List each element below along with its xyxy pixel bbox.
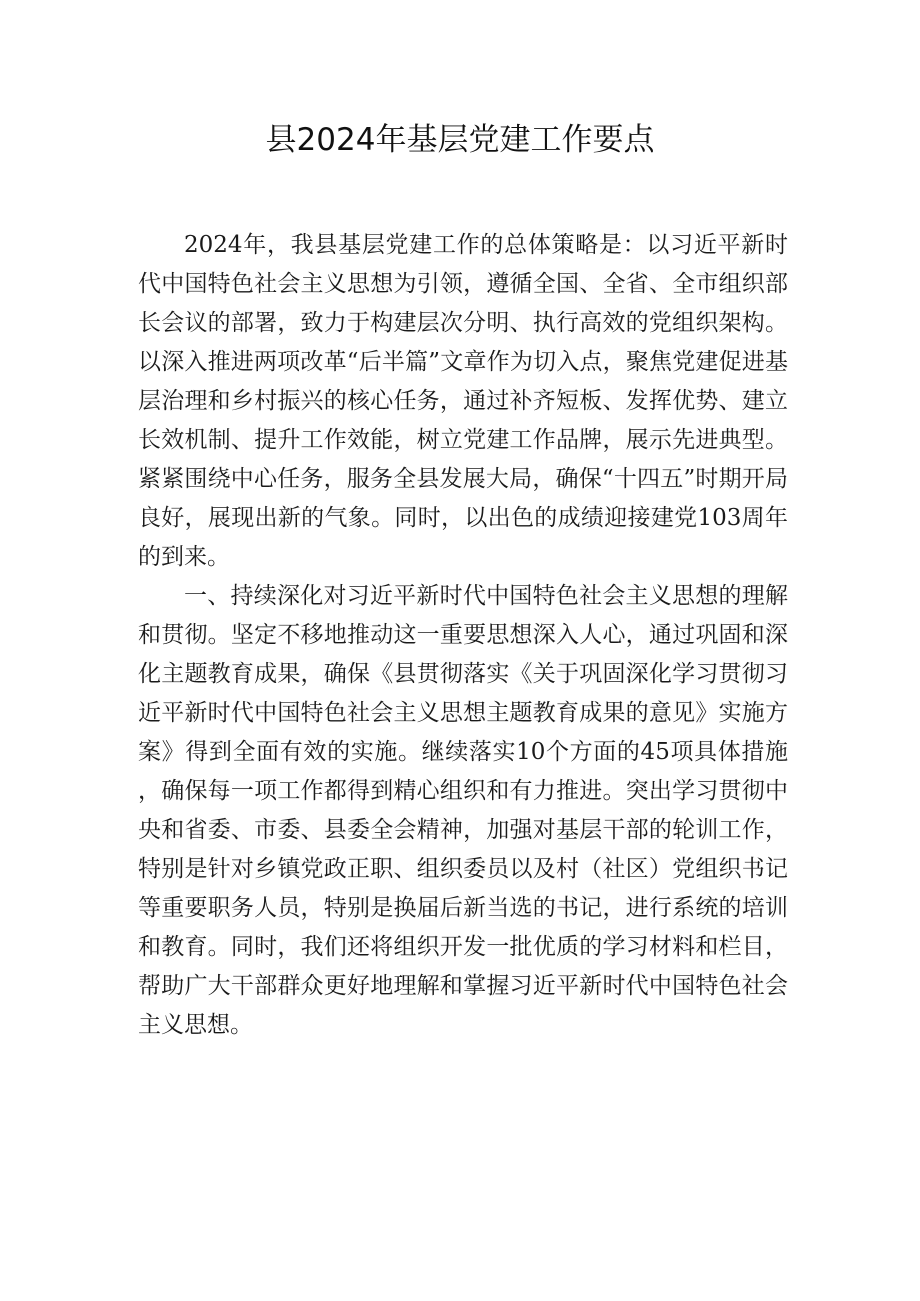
paragraph-intro: 2024年，我县基层党建工作的总体策略是：以习近平新时代中国特色社会主义思想为引领，遵循全国、全省、全市组织部长会议的部署，致力于构建层次分明、执行高效的党组织架构。以深入推进两项改革“后半篇”文章作为切入点，聚焦党建促进基层治理和乡村振兴的核心任务，通过补齐短板、发挥优势、建立长效机制、提升工作效能，树立党建工作品牌，展示先进典型。紧紧围绕中心任务，服务全县发展大局，确保“十四五”时期开局良好，展现出新的气象。同时，以出色的成绩迎接建党103周年的到来。 — [138, 232, 788, 570]
document-title: 县2024年基层党建工作要点 — [265, 122, 655, 158]
document-body — [138, 226, 788, 1045]
paragraph-section-1: 一、持续深化对习近平新时代中国特色社会主义思想的理解和贯彻。坚定不移地推动这一重要思想深入人心，通过巩固和深化主题教育成果，确保《县贯彻落实《关于巩固深化学习贯彻习近平新时代中国特色社会主义思想主题教育成果的意见》实施方案》得到全面有效的实施。继续落实10个方面的45项具体措施，确保每一项工作都得到精心组织和有力推进。突出学习贯彻中央和省委、市委、县委全会精神，加强对基层干部的轮训工作，特别是针对乡镇党政正职、组织委员以及村（社区）党组织书记等重要职务人员，特别是换届后新当选的书记，进行系统的培训和教育。同时，我们还将组织开发一批优质的学习材料和栏目，帮助广大干部群众更好地理解和掌握习近平新时代中国特色社会主义思想。 — [138, 583, 788, 1038]
